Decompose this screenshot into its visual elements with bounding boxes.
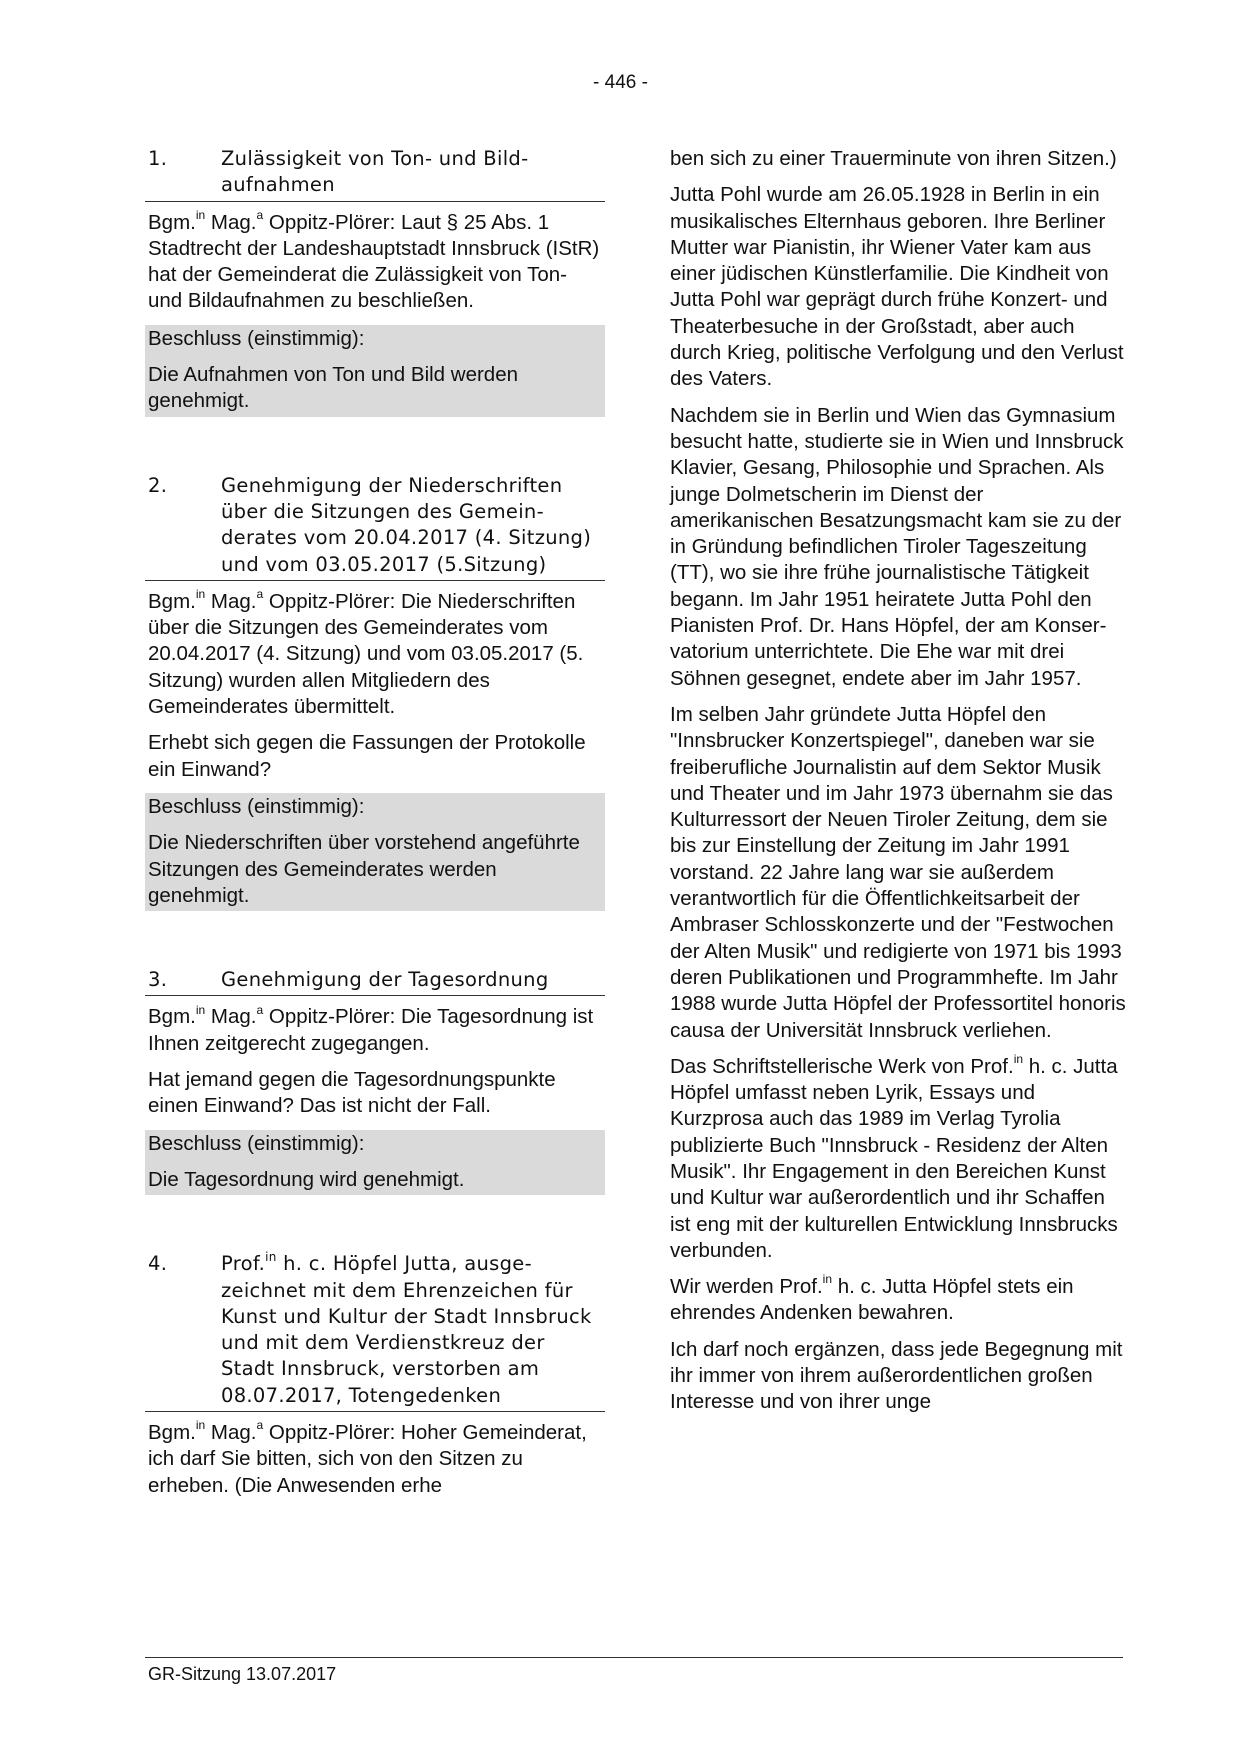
agenda-heading xyxy=(145,473,605,581)
agenda-item-4 xyxy=(145,1251,605,1499)
speaker: Bgm.$^{in}$ Mag.$^a$ Oppitz-Plörer: xyxy=(148,587,396,613)
body-paragraph: ben sich zu einer Trauerminute von ihren Sitzen.) xyxy=(670,147,1117,170)
resolution-text: Die Aufnahmen von Ton und Bild werden genehmigt. xyxy=(148,363,519,413)
agenda-title: Genehmigung der Tagesordnung xyxy=(221,968,549,992)
agenda-number: 4. xyxy=(148,1252,168,1276)
resolution-box xyxy=(145,325,605,417)
left-column xyxy=(145,146,605,1509)
body-paragraph: Im selben Jahr gründete Jutta Höpfel den "Innsbrucker Konzertspiegel", daneben war sie freiberufliche Journalistin auf dem Sektor Musik und Theater und im Jahr 1973 übernahm sie das Kulturressort der Neuen Tiroler Zeitung, dem sie bis zur Einstellung der Zeitung im Jahr 1991 vorstand. 22 Jahre lang war sie außerdem verantwortlich für die Öffentlichkeitsarbeit der Ambraser Schlosskonzerte und der "Festwochen der Alten Musik" und redigierte von 1971 bis 1993 deren Publikationen und Programmhefte. Im Jahr 1988 wurde Jutta Höpfel der Professortitel honoris causa der Universität Innsbruck verliehen. xyxy=(670,702,1126,1042)
speech-paragraph: Bgm.$^{in}$ Mag.$^a$ Oppitz-Plörer: Die Tagesordnung ist Ihnen zeitgerecht zugegangen. xyxy=(148,1002,594,1055)
body-paragraph: Wir werden Prof.$^{in}$ h. c. Jutta Höpfel stets ein ehrendes Andenken bewahren. xyxy=(670,1272,1074,1325)
agenda-heading xyxy=(145,967,605,996)
speaker: Bgm.$^{in}$ Mag.$^a$ Oppitz-Plörer: xyxy=(148,207,396,234)
agenda-title: Genehmigung der Niederschriften über die Sitzungen des Gemeinderates vom 20.04.2017 (4. Sitzung) und vom 03.05.2017 (5.Sitzung) xyxy=(221,473,592,576)
agenda-number: 2. xyxy=(148,473,168,497)
resolution-label: Beschluss (einstimmig): xyxy=(148,1131,365,1155)
speech-paragraph: Bgm.$^{in}$ Mag.$^a$ Oppitz-Plörer: Die Niederschriften über die Sitzungen des Gemeinderates vom 20.04.2017 (4. Sitzung) und vom 03.05.2017 (5. Sitzung) wurden allen Mitgliedern des Gemeinderates übermittelt. xyxy=(148,587,584,719)
agenda-heading xyxy=(145,1251,605,1412)
agenda-item-2 xyxy=(145,473,605,911)
speech-paragraph: Bgm.$^{in}$ Mag.$^a$ Oppitz-Plörer: Laut § 25 Abs. 1 Stadtrecht der Landeshauptstadt Innsbruck (IStR) hat der Gemeinderat die Zulässigkeit von Ton- und Bildaufnahmen zu beschließen. xyxy=(148,207,600,313)
body-paragraph: Nachdem sie in Berlin und Wien das Gymnasium besucht hatte, studierte sie in Wien und Innsbruck Klavier, Gesang, Philosophie und Sprachen. Als junge Dolmetscherin im Dienst der amerikanischen Besatzungsmacht kam sie zu der in Gründung befindlichen Tiroler Tageszeitung (TT), wo sie ihre frühe journalistische Tätigkeit begann. Im Jahr 1951 heiratete Jutta Pohl den Pianisten Prof. Dr. Hans Höpfel, der am Konservatorium unterrichtete. Die Ehe war mit drei Söhnen gesegnet, endete aber im Jahr 1957. xyxy=(670,403,1124,690)
body-paragraph: Das Schriftstellerische Werk von Prof.$^{in}$ h. c. Jutta Höpfel umfasst neben Lyrik, Essays und Kurzprosa auch das 1989 im Verlag Tyrolia publizierte Buch "Innsbruck - Residenz der Alten Musik". Ihr Engagement in den Bereichen Kunst und Kultur war außerordentlich und ihr Schaffen ist eng mit der kulturellen Entwicklung Innsbrucks verbunden. xyxy=(670,1051,1118,1262)
footer-text: GR-Sitzung 13.07.2017 xyxy=(148,1664,337,1684)
speech-paragraph: Bgm.$^{in}$ Mag.$^a$ Oppitz-Plörer: Hoher Gemeinderat, ich darf Sie bitten, sich von den Sitzen zu erheben. (Die Anwesenden erhe xyxy=(148,1418,587,1497)
resolution-box xyxy=(145,793,605,911)
agenda-title: Prof.$^{in}$ h. c. Höpfel Jutta, ausgezeichnet mit dem Ehrenzeichen für Kunst und Kultur der Stadt Innsbruck und mit dem Verdienstkreuz der Stadt Innsbruck, verstorben am 08.07.2017, Totengedenken xyxy=(221,1249,592,1407)
resolution-label: Beschluss (einstimmig): xyxy=(148,794,365,818)
resolution-text: Die Tagesordnung wird genehmigt. xyxy=(148,1167,465,1191)
speaker: Bgm.$^{in}$ Mag.$^a$ Oppitz-Plörer: xyxy=(148,1418,396,1444)
agenda-item-1 xyxy=(145,146,605,417)
resolution-label: Beschluss (einstimmig): xyxy=(148,326,365,350)
agenda-title: Zulässigkeit von Ton- und Bildaufnahmen xyxy=(221,147,529,197)
footer-divider xyxy=(145,1657,1123,1658)
agenda-number: 3. xyxy=(148,968,168,992)
speech-paragraph: Erhebt sich gegen die Fassungen der Protokolle ein Einwand? xyxy=(148,731,586,781)
body-paragraph: Jutta Pohl wurde am 26.05.1928 in Berlin in ein musikalisches Elternhaus geboren. Ihre Berliner Mutter war Pianistin, ihr Wiener Vater kam aus einer jüdischen Künstlerfamilie. Die Kindheit von Jutta Pohl war geprägt durch frühe Konzert- und Theaterbesuche in der Großstadt, aber auch durch Krieg, politische Verfolgung und den Verlust des Vaters. xyxy=(670,183,1124,391)
resolution-text: Die Niederschriften über vorstehend angeführte Sitzungen des Gemeinderates werden genehmigt. xyxy=(148,831,580,907)
agenda-heading xyxy=(145,146,605,202)
page-number: - 446 - xyxy=(593,72,648,93)
agenda-number: 1. xyxy=(148,147,168,170)
right-column xyxy=(667,146,1127,1426)
body-paragraph: Ich darf noch ergänzen, dass jede Begegnung mit ihr immer von ihrem außerordentlichen großen Interesse und von ihrer unge xyxy=(670,1337,1123,1414)
resolution-box xyxy=(145,1130,605,1196)
speaker: Bgm.$^{in}$ Mag.$^a$ Oppitz-Plörer: xyxy=(148,1002,396,1029)
agenda-item-3 xyxy=(145,967,605,1195)
speech-paragraph: Hat jemand gegen die Tagesordnungspunkte einen Einwand? Das ist nicht der Fall. xyxy=(148,1068,556,1118)
